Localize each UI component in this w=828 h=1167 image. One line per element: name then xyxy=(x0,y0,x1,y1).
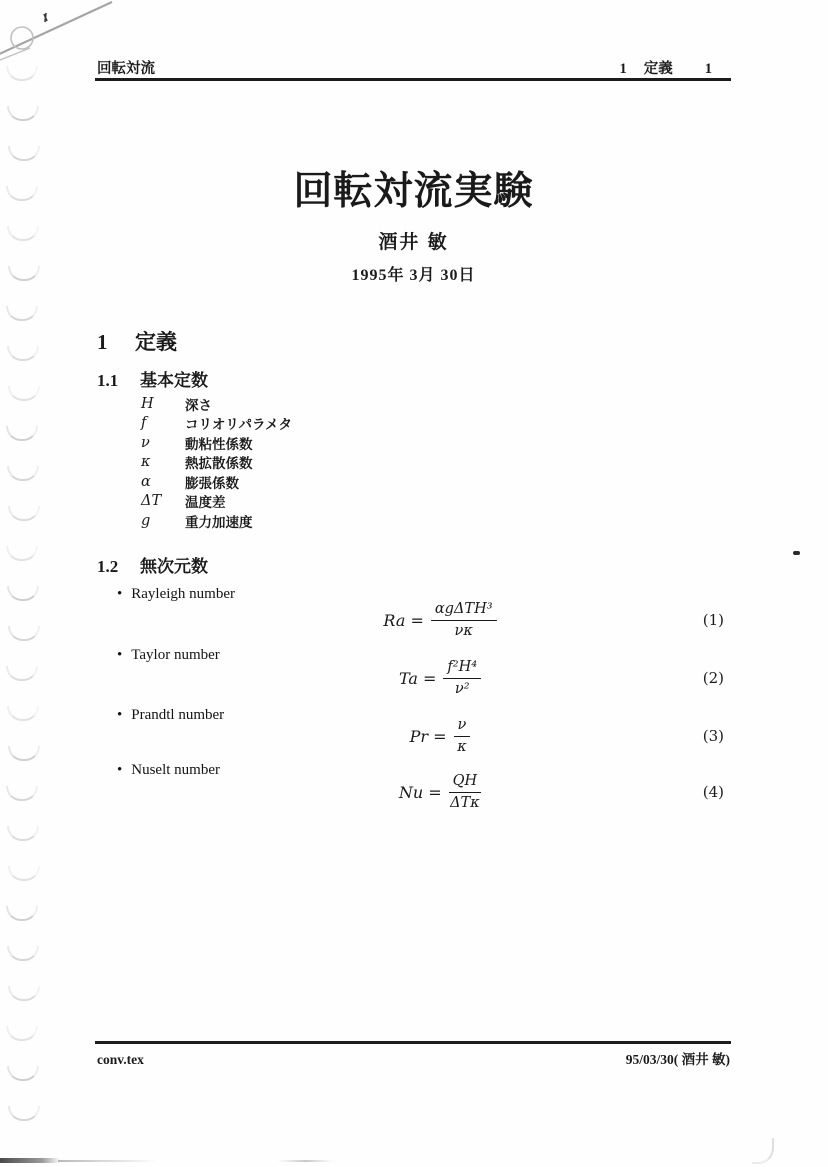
footer-date-author: 95/03/30( 酒井 敏) xyxy=(625,1052,730,1067)
fraction-denominator: ΔTκ xyxy=(450,794,480,811)
symbol-meaning: 熱拡散係数 xyxy=(185,456,253,472)
binding-holes xyxy=(0,0,46,1167)
subsection-heading-dimensionless-numbers xyxy=(97,552,208,577)
equation-nuselt xyxy=(150,770,730,814)
binding-hole-icon xyxy=(8,986,40,1001)
symbol-row xyxy=(141,511,292,531)
symbol: H xyxy=(141,395,154,412)
fraction-denominator: ν² xyxy=(454,680,470,697)
symbol-meaning: 温度差 xyxy=(185,495,226,511)
binding-hole-icon xyxy=(6,426,38,441)
page-corner-mark xyxy=(752,1138,774,1164)
scan-smudge xyxy=(0,1158,60,1163)
subsection-heading-basic-constants xyxy=(97,366,208,391)
fraction-denominator: νκ xyxy=(454,622,473,639)
document-date: 1995年 3月 30日 xyxy=(351,267,476,284)
symbol-meaning: 重力加速度 xyxy=(185,514,253,530)
symbol-row xyxy=(141,394,292,414)
header-section-number: 1 xyxy=(619,61,627,77)
header-section-title: 定義 xyxy=(643,61,673,77)
symbol-row xyxy=(141,414,292,434)
scan-smudge xyxy=(58,1160,158,1162)
page-footer xyxy=(97,1048,730,1068)
equation-lhs: Ta = xyxy=(398,668,437,688)
equation-lhs: Nu = xyxy=(398,782,442,802)
bullet-icon xyxy=(117,586,122,603)
equation-rayleigh xyxy=(150,598,730,642)
binding-hole-icon xyxy=(6,666,38,681)
binding-hole-icon xyxy=(8,866,40,881)
bullet-icon xyxy=(117,647,122,664)
list-item-label: Taylor number xyxy=(131,647,220,663)
binding-hole-icon xyxy=(7,226,39,241)
running-head-section xyxy=(620,57,731,78)
fraction xyxy=(449,772,482,811)
binding-hole-icon xyxy=(8,146,40,161)
subsection-title: 基本定数 xyxy=(140,371,208,390)
binding-hole-icon xyxy=(6,306,38,321)
footer-rule xyxy=(95,1041,731,1044)
binding-hole-icon xyxy=(8,1106,40,1121)
symbol: κ xyxy=(141,454,151,471)
fraction-numerator: αgΔTH³ xyxy=(431,600,497,620)
equation-lhs: Pr = xyxy=(409,726,447,746)
scan-smudge xyxy=(278,1160,333,1162)
symbol-meaning: 深さ xyxy=(185,397,212,413)
fraction-numerator: ν xyxy=(454,716,471,736)
binding-hole-icon xyxy=(7,346,39,361)
binding-hole-icon xyxy=(6,186,38,201)
header-page-number: 1 xyxy=(704,61,712,77)
scan-speck xyxy=(793,551,800,555)
list-item-label: Rayleigh number xyxy=(131,586,235,602)
symbol-meaning: 膨張係数 xyxy=(185,475,239,491)
equation-number: (3) xyxy=(702,727,724,745)
symbol-definition-list xyxy=(141,394,292,531)
binding-hole-icon xyxy=(6,1026,38,1041)
binding-hole-icon xyxy=(8,746,40,761)
symbol: ΔT xyxy=(141,493,162,510)
equation-number: (1) xyxy=(702,611,724,629)
symbol: α xyxy=(141,473,151,490)
equation-number: (4) xyxy=(702,783,724,801)
section-heading-definitions xyxy=(97,326,177,356)
running-head-title: 回転対流 xyxy=(97,61,155,77)
fraction-denominator: κ xyxy=(457,738,467,755)
subsection-number: 1.1 xyxy=(97,371,119,390)
symbol-meaning: 動粘性係数 xyxy=(185,436,253,452)
symbol-row xyxy=(141,453,292,473)
document-author: 酒井 敏 xyxy=(378,232,449,253)
binding-hole-icon xyxy=(7,706,39,721)
header-rule xyxy=(95,78,731,81)
symbol: ν xyxy=(141,434,150,451)
equation-number: (2) xyxy=(702,669,724,687)
section-number: 1 xyxy=(97,330,108,354)
binding-hole-icon xyxy=(8,266,40,281)
section-title: 定義 xyxy=(135,331,177,354)
footer-filename: conv.tex xyxy=(97,1052,144,1067)
binding-hole-icon xyxy=(8,626,40,641)
fraction-numerator: QH xyxy=(449,772,482,792)
binding-hole-icon xyxy=(7,826,39,841)
symbol: g xyxy=(141,512,151,529)
subsection-title: 無次元数 xyxy=(140,557,208,576)
binding-hole-icon xyxy=(7,946,39,961)
page-header xyxy=(97,57,730,78)
symbol-meaning: コリオリパラメタ xyxy=(185,417,293,433)
list-item-label: Prandtl number xyxy=(131,707,225,723)
binding-hole-icon xyxy=(7,586,39,601)
binding-hole-icon xyxy=(8,386,40,401)
binding-hole-icon xyxy=(7,1066,39,1081)
fraction xyxy=(454,716,471,755)
binding-hole-icon xyxy=(7,466,39,481)
equation-prandtl xyxy=(150,714,730,758)
binding-hole-icon xyxy=(8,506,40,521)
bullet-icon xyxy=(117,707,122,724)
binding-hole-icon xyxy=(6,906,38,921)
document-title: 回転対流実験 xyxy=(293,170,534,213)
symbol-row xyxy=(141,492,292,512)
list-item-label: Nuselt number xyxy=(131,762,220,778)
ink-tick-icon xyxy=(44,13,47,22)
symbol-row xyxy=(141,472,292,492)
equation-lhs: Ra = xyxy=(383,610,424,630)
subsection-number: 1.2 xyxy=(97,557,119,576)
symbol-row xyxy=(141,433,292,453)
fraction-numerator: f²H⁴ xyxy=(443,658,481,678)
binding-hole-icon xyxy=(6,786,38,801)
equation-taylor xyxy=(150,656,730,700)
fraction xyxy=(431,600,497,639)
binding-hole-icon xyxy=(6,546,38,561)
bullet-icon xyxy=(117,762,122,779)
symbol: f xyxy=(141,415,147,432)
fraction xyxy=(443,658,481,697)
punch-hole-icon xyxy=(11,27,33,49)
